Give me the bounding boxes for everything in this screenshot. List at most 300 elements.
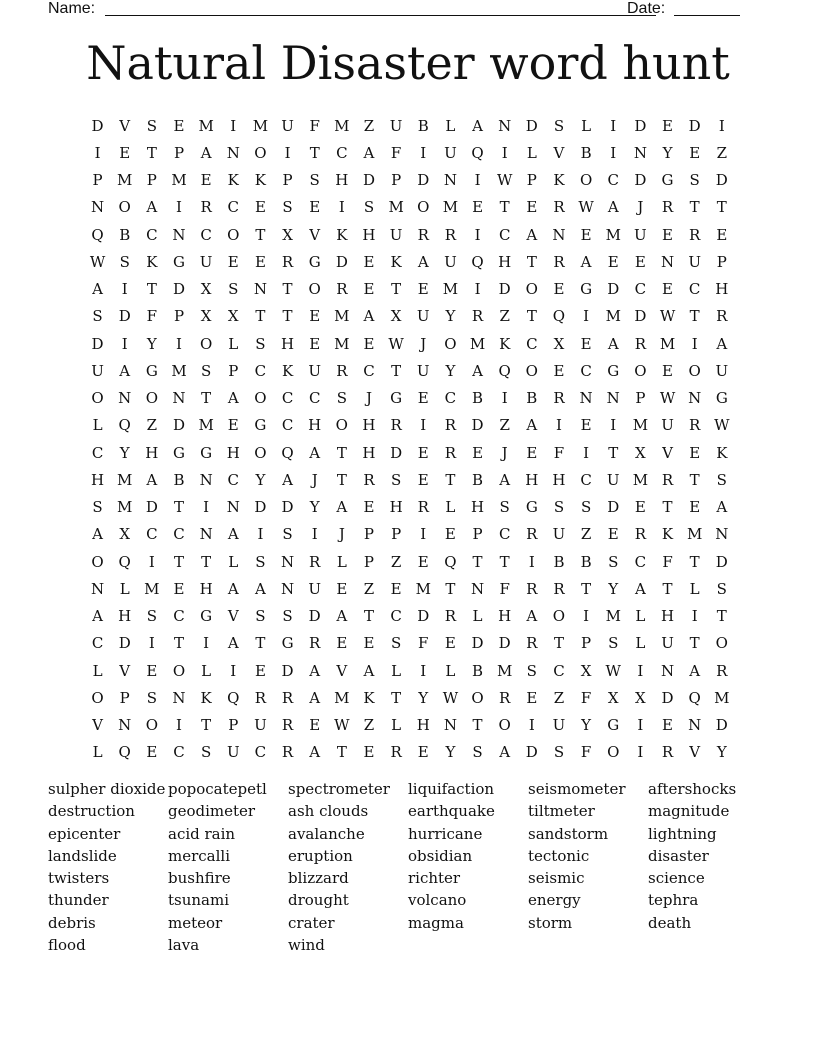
grid-letter: X	[200, 280, 212, 299]
grid-row	[84, 412, 736, 439]
grid-letter: E	[363, 280, 375, 299]
word-bank-item: debris	[48, 913, 96, 932]
grid-letter: M	[144, 579, 160, 598]
grid-letter: O	[634, 361, 647, 380]
grid-letter: N	[470, 579, 485, 598]
grid-letter: T	[391, 361, 402, 380]
grid-letter: A	[607, 198, 619, 217]
word-bank-item: tiltmeter	[528, 802, 595, 821]
grid-letter: O	[444, 334, 457, 353]
grid-letter: N	[253, 280, 267, 299]
grid-row	[84, 194, 736, 221]
grid-letter: D	[362, 171, 375, 190]
grid-letter: S	[146, 688, 157, 707]
grid-letter: R	[689, 225, 701, 244]
grid-letter: A	[336, 607, 348, 626]
grid-letter: S	[282, 198, 293, 217]
word-bank-item: popocatepetl	[168, 780, 267, 798]
grid-letter: I	[121, 280, 128, 299]
grid-letter: B	[417, 116, 429, 135]
grid-letter: A	[526, 607, 538, 626]
grid-letter: C	[498, 525, 511, 544]
grid-letter: O	[145, 716, 158, 735]
grid-letter: T	[689, 198, 700, 217]
grid-letter: F	[418, 634, 429, 653]
grid-letter: R	[417, 225, 429, 244]
grid-letter: M	[334, 116, 350, 135]
grid-letter: D	[471, 416, 484, 435]
grid-letter: B	[472, 470, 484, 489]
grid-letter: H	[416, 716, 430, 735]
grid-letter: E	[336, 634, 348, 653]
grid-letter: I	[691, 607, 698, 626]
grid-letter: D	[390, 443, 403, 462]
grid-letter: C	[363, 361, 375, 380]
grid-letter: L	[92, 743, 103, 762]
word-bank-item: earthquake	[408, 802, 495, 821]
grid-letter: X	[553, 334, 565, 353]
grid-letter: I	[583, 607, 590, 626]
grid-letter: S	[255, 334, 266, 353]
grid-letter: A	[227, 389, 239, 408]
grid-letter: M	[171, 361, 187, 380]
grid-letter: M	[388, 198, 404, 217]
grid-letter: U	[389, 225, 403, 244]
grid-letter: E	[146, 661, 158, 680]
word-column	[528, 778, 626, 934]
grid-letter: M	[334, 307, 350, 326]
grid-letter: T	[499, 552, 510, 571]
grid-letter: A	[634, 579, 646, 598]
word-bank-item: eruption	[288, 846, 353, 865]
grid-letter: T	[173, 634, 184, 653]
grid-letter: K	[254, 171, 267, 190]
word-bank-item: meteor	[168, 913, 223, 932]
word-bank-item: mercalli	[168, 846, 231, 865]
grid-letter: A	[227, 579, 239, 598]
grid-letter: D	[688, 116, 701, 135]
grid-letter: T	[336, 743, 347, 762]
grid-letter: P	[228, 716, 239, 735]
grid-letter: I	[257, 525, 264, 544]
grid-letter: E	[417, 552, 429, 571]
grid-letter: N	[443, 716, 457, 735]
grid-letter: Y	[119, 443, 130, 462]
grid-letter: W	[496, 171, 513, 190]
grid-letter: Z	[363, 716, 375, 735]
grid-letter: U	[416, 361, 430, 380]
grid-letter: C	[580, 361, 592, 380]
grid-row	[84, 330, 736, 357]
grid-letter: K	[390, 252, 402, 271]
grid-letter: M	[171, 171, 187, 190]
grid-letter: N	[226, 498, 240, 517]
grid-letter: Z	[499, 416, 510, 435]
grid-letter: I	[474, 171, 481, 190]
grid-letter: S	[390, 634, 402, 653]
grid-letter: N	[172, 688, 186, 707]
grid-letter: A	[309, 743, 321, 762]
grid-letter: O	[335, 416, 348, 435]
grid-letter: S	[92, 307, 103, 326]
grid-letter: F	[580, 688, 592, 707]
grid-letter: O	[91, 688, 104, 707]
grid-letter: C	[173, 743, 185, 762]
grid-letter: S	[390, 470, 402, 489]
grid-letter: H	[362, 443, 376, 462]
grid-letter: N	[199, 525, 213, 544]
grid-letter: M	[497, 661, 513, 680]
grid-letter: K	[227, 171, 239, 190]
grid-letter: O	[254, 143, 267, 162]
grid-letter: E	[173, 579, 185, 598]
grid-row	[84, 712, 736, 739]
grid-letter: I	[474, 280, 481, 299]
grid-letter: T	[445, 470, 456, 489]
grid-letter: D	[118, 634, 131, 653]
grid-letter: E	[417, 443, 429, 462]
grid-letter: L	[92, 661, 103, 680]
grid-letter: L	[228, 552, 239, 571]
grid-letter: S	[146, 116, 157, 135]
grid-letter: X	[200, 307, 212, 326]
grid-letter: P	[119, 688, 130, 707]
grid-letter: I	[176, 334, 182, 353]
grid-letter: F	[499, 579, 510, 598]
grid-letter: D	[607, 498, 620, 517]
grid-letter: T	[716, 198, 727, 217]
grid-letter: E	[363, 743, 375, 762]
grid-letter: T	[336, 470, 347, 489]
grid-letter: W	[89, 252, 106, 271]
grid-letter: A	[716, 498, 728, 517]
grid-letter: A	[119, 361, 131, 380]
grid-letter: M	[252, 116, 269, 135]
grid-letter: R	[281, 716, 294, 735]
grid-letter: N	[606, 389, 620, 408]
grid-letter: M	[659, 334, 676, 353]
grid-letter: C	[553, 661, 565, 680]
grid-letter: S	[553, 743, 565, 762]
grid-letter: U	[688, 252, 701, 271]
grid-letter: I	[528, 552, 535, 571]
grid-letter: E	[363, 334, 375, 353]
grid-letter: O	[715, 634, 728, 653]
grid-letter: Y	[445, 743, 456, 762]
grid-letter: W	[714, 416, 730, 435]
grid-letter: E	[607, 525, 619, 544]
grid-letter: O	[552, 607, 566, 626]
grid-letter: M	[686, 525, 703, 544]
grid-letter: R	[200, 198, 212, 217]
grid-letter: O	[525, 361, 538, 380]
grid-letter: N	[172, 225, 186, 244]
grid-letter: A	[282, 470, 293, 489]
grid-letter: Q	[227, 688, 240, 707]
grid-letter: I	[555, 416, 562, 435]
grid-letter: R	[309, 552, 321, 571]
word-bank-item: sulpher dioxide	[48, 780, 166, 798]
grid-letter: Z	[580, 525, 592, 544]
grid-letter: U	[308, 361, 322, 380]
grid-letter: T	[689, 307, 700, 326]
grid-letter: J	[501, 443, 508, 462]
grid-letter: F	[662, 552, 673, 571]
grid-letter: M	[442, 280, 459, 299]
grid-letter: S	[255, 607, 266, 626]
grid-letter: L	[445, 116, 456, 135]
grid-letter: C	[173, 525, 185, 544]
grid-letter: E	[309, 334, 321, 353]
grid-letter: U	[308, 579, 322, 598]
grid-letter: T	[391, 688, 402, 707]
grid-letter: E	[662, 280, 673, 299]
grid-letter: H	[552, 470, 566, 489]
grid-letter: A	[716, 334, 728, 353]
grid-letter: S	[309, 171, 320, 190]
grid-letter: S	[472, 743, 483, 762]
word-bank-item: geodimeter	[168, 802, 256, 821]
word-bank-item: death	[648, 913, 692, 932]
grid-letter: O	[199, 334, 213, 353]
grid-letter: E	[390, 579, 402, 598]
grid-letter: R	[363, 470, 375, 489]
grid-letter: H	[226, 443, 240, 462]
grid-letter: D	[498, 634, 511, 653]
grid-letter: G	[173, 252, 185, 271]
grid-letter: T	[146, 143, 157, 162]
grid-letter: O	[688, 361, 701, 380]
grid-letter: Y	[255, 470, 266, 489]
grid-letter: S	[200, 743, 212, 762]
grid-row	[84, 657, 736, 684]
grid-letter: B	[472, 661, 484, 680]
grid-letter: D	[254, 498, 267, 517]
grid-letter: O	[91, 552, 104, 571]
grid-letter: P	[228, 361, 239, 380]
grid-letter: S	[580, 498, 592, 517]
grid-letter: B	[580, 552, 592, 571]
grid-letter: S	[146, 607, 157, 626]
grid-letter: E	[444, 525, 456, 544]
grid-row	[84, 303, 736, 330]
grid-letter: N	[498, 116, 512, 135]
grid-letter: D	[118, 307, 131, 326]
word-bank-item: destruction	[48, 802, 135, 821]
word-bank-item: obsidian	[408, 846, 473, 865]
grid-letter: G	[173, 443, 185, 462]
grid-letter: Q	[552, 307, 566, 326]
grid-letter: E	[689, 443, 701, 462]
word-bank-item: seismic	[528, 869, 585, 888]
grid-letter: G	[580, 280, 593, 299]
grid-letter: N	[688, 716, 702, 735]
grid-letter: D	[498, 280, 511, 299]
grid-row	[84, 112, 736, 139]
word-bank-item: science	[648, 869, 705, 888]
grid-letter: A	[309, 443, 321, 462]
grid-letter: E	[254, 198, 266, 217]
grid-letter: K	[661, 525, 674, 544]
grid-letter: R	[661, 743, 674, 762]
grid-letter: U	[254, 716, 267, 735]
grid-letter: O	[525, 280, 538, 299]
grid-letter: C	[227, 470, 240, 489]
grid-letter: P	[635, 389, 646, 408]
grid-letter: C	[308, 389, 321, 408]
grid-letter: E	[526, 688, 538, 707]
grid-letter: C	[281, 389, 294, 408]
grid-letter: O	[91, 389, 104, 408]
grid-letter: S	[282, 525, 293, 544]
grid-letter: P	[282, 171, 293, 190]
grid-letter: R	[553, 579, 565, 598]
grid-letter: V	[309, 225, 321, 244]
word-bank-item: twisters	[48, 869, 110, 888]
grid-letter: T	[689, 470, 700, 489]
grid-letter: Q	[688, 688, 701, 707]
word-bank-item: wind	[288, 936, 325, 955]
grid-letter: I	[528, 716, 535, 735]
grid-letter: V	[336, 661, 348, 680]
word-bank-item: lightning	[648, 824, 717, 843]
grid-letter: R	[444, 607, 457, 626]
grid-letter: Y	[445, 361, 456, 380]
grid-letter: G	[281, 634, 294, 653]
grid-letter: H	[91, 470, 105, 489]
grid-letter: G	[145, 361, 158, 380]
grid-letter: Z	[363, 579, 375, 598]
grid-letter: Y	[309, 498, 320, 517]
grid-letter: P	[146, 171, 157, 190]
grid-letter: R	[526, 579, 538, 598]
grid-letter: T	[309, 143, 320, 162]
grid-letter: Q	[471, 143, 484, 162]
grid-letter: T	[363, 607, 374, 626]
grid-letter: M	[605, 307, 621, 326]
grid-letter: E	[580, 416, 592, 435]
grid-letter: T	[282, 307, 293, 326]
grid-letter: T	[336, 443, 347, 462]
grid-letter: E	[662, 361, 673, 380]
grid-letter: A	[499, 743, 511, 762]
grid-letter: Y	[581, 716, 592, 735]
grid-letter: H	[118, 607, 132, 626]
grid-letter: R	[499, 688, 511, 707]
grid-letter: I	[610, 416, 617, 435]
grid-letter: P	[173, 143, 185, 162]
grid-letter: E	[200, 171, 212, 190]
grid-letter: P	[526, 171, 537, 190]
grid-letter: N	[660, 661, 675, 680]
grid-row	[84, 494, 736, 521]
grid-letter: I	[583, 443, 590, 462]
grid-letter: H	[362, 225, 376, 244]
grid-letter: S	[499, 498, 510, 517]
grid-letter: P	[363, 525, 375, 544]
grid-letter: U	[552, 525, 566, 544]
grid-letter: C	[91, 634, 104, 653]
grid-letter: T	[201, 716, 212, 735]
grid-letter: U	[91, 361, 104, 380]
grid-letter: H	[145, 443, 159, 462]
word-bank-item: disaster	[648, 846, 709, 865]
grid-letter: M	[117, 498, 133, 517]
grid-letter: N	[443, 171, 457, 190]
grid-letter: B	[472, 389, 484, 408]
word-bank-item: hurricane	[408, 824, 483, 843]
grid-letter: I	[420, 143, 427, 162]
grid-letter: C	[254, 743, 267, 762]
grid-letter: E	[363, 252, 375, 271]
grid-letter: P	[472, 525, 483, 544]
grid-letter: K	[146, 252, 158, 271]
grid-letter: S	[255, 552, 266, 571]
grid-letter: M	[632, 470, 649, 489]
grid-letter: E	[363, 634, 375, 653]
grid-letter: R	[716, 307, 728, 326]
grid-letter: A	[363, 143, 375, 162]
grid-letter: I	[610, 143, 617, 162]
grid-letter: T	[662, 498, 673, 517]
grid-row	[84, 276, 736, 303]
grid-letter: U	[444, 252, 457, 271]
grid-letter: E	[309, 307, 321, 326]
word-column	[168, 778, 267, 956]
grid-letter: T	[662, 579, 673, 598]
grid-letter: R	[553, 389, 565, 408]
grid-letter: H	[335, 171, 349, 190]
grid-letter: I	[420, 661, 427, 680]
grid-letter: A	[92, 280, 103, 299]
grid-letter: D	[91, 334, 104, 353]
grid-letter: N	[660, 252, 675, 271]
grid-letter: V	[119, 661, 131, 680]
grid-letter: R	[553, 198, 565, 217]
grid-letter: Z	[499, 307, 510, 326]
grid-letter: B	[173, 470, 185, 489]
word-bank-item: storm	[528, 913, 573, 932]
grid-letter: T	[201, 389, 212, 408]
grid-letter: Q	[118, 416, 131, 435]
grid-letter: X	[282, 225, 293, 244]
grid-letter: Z	[363, 116, 375, 135]
word-bank-item: tsunami	[168, 891, 230, 910]
grid-letter: Q	[91, 225, 104, 244]
word-bank-item: ash clouds	[288, 802, 369, 821]
grid-letter: A	[227, 634, 239, 653]
grid-letter: R	[390, 743, 402, 762]
grid-letter: X	[607, 688, 619, 707]
grid-letter: O	[254, 443, 267, 462]
grid-letter: A	[363, 307, 375, 326]
grid-letter: V	[689, 743, 701, 762]
letter-grid	[84, 112, 736, 766]
grid-letter: R	[526, 525, 538, 544]
word-column	[288, 778, 390, 956]
grid-letter: C	[146, 225, 158, 244]
grid-letter: H	[362, 416, 376, 435]
header-row	[48, 0, 740, 20]
grid-letter: T	[716, 607, 727, 626]
grid-letter: A	[336, 498, 348, 517]
grid-letter: T	[255, 634, 266, 653]
grid-row	[84, 466, 736, 493]
grid-letter: S	[608, 634, 619, 653]
grid-letter: I	[610, 116, 617, 135]
grid-letter: G	[661, 171, 674, 190]
grid-letter: I	[338, 198, 345, 217]
